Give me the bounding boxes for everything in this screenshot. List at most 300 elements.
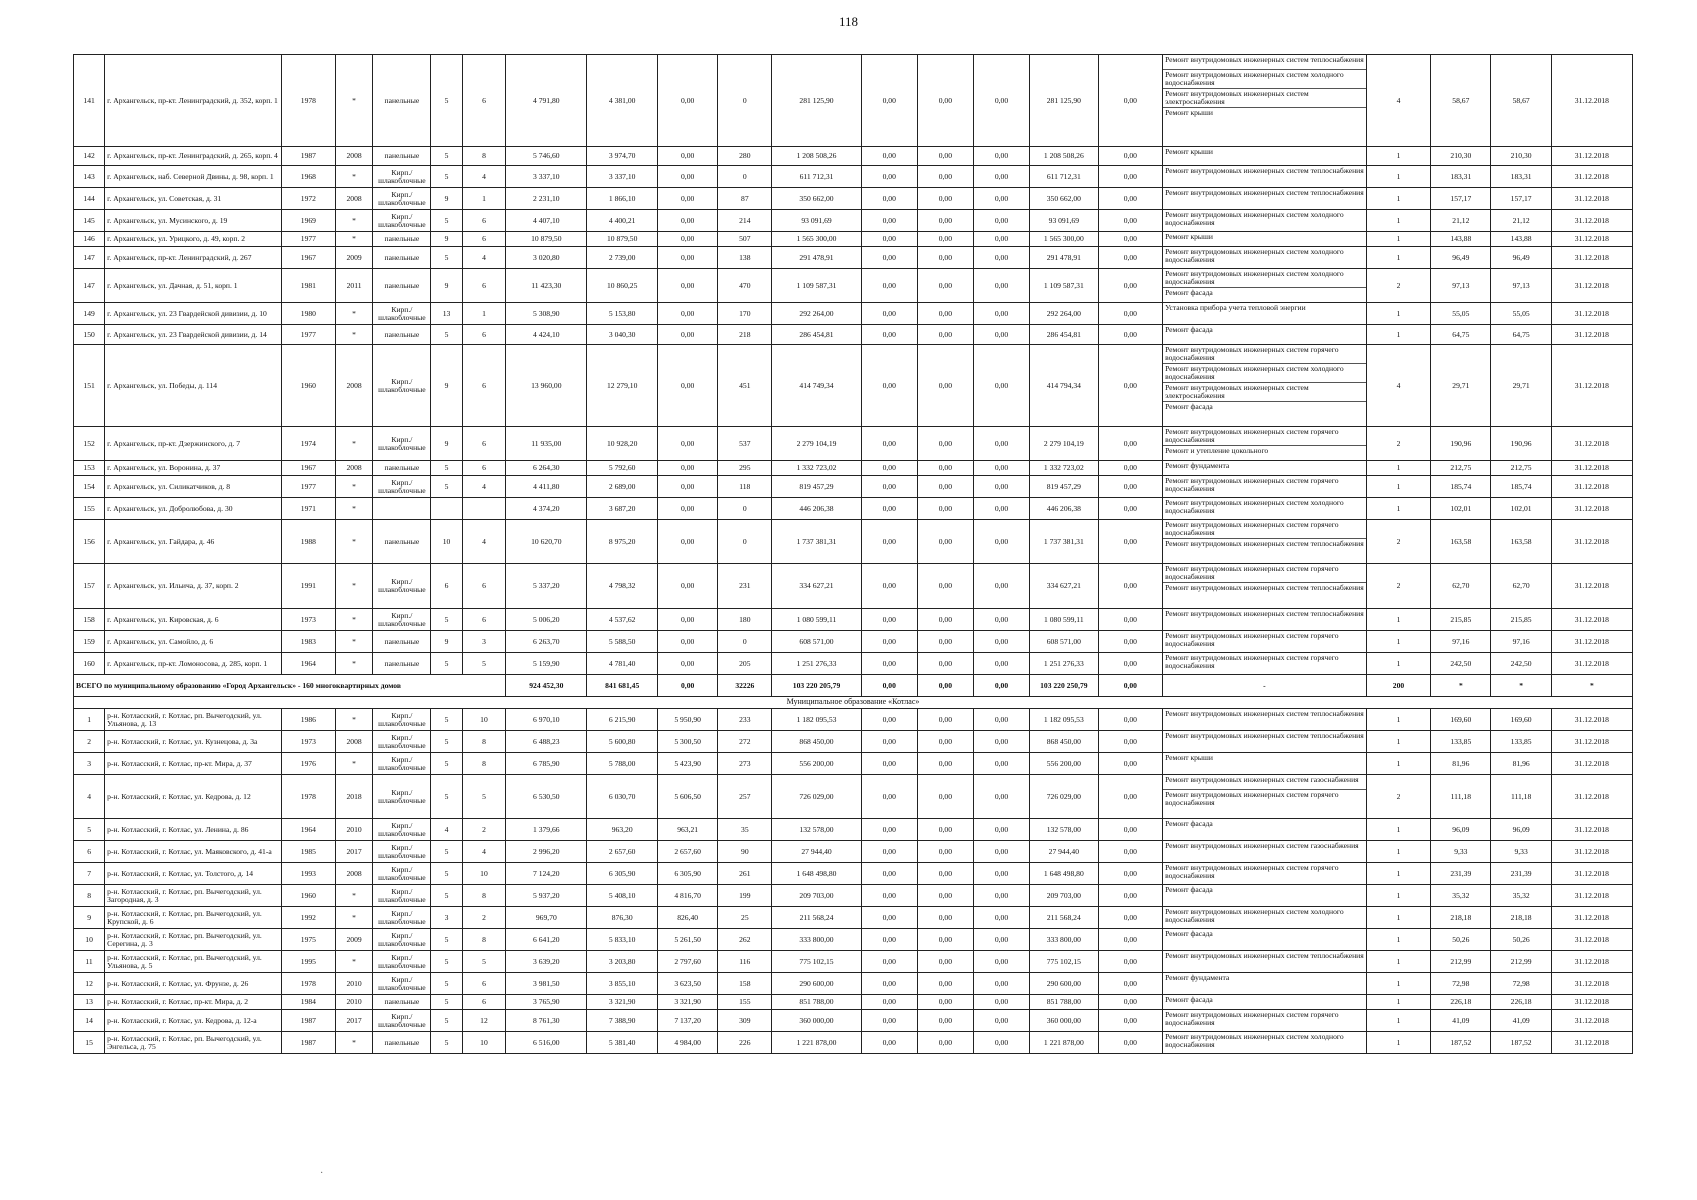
- unit-cost-cell: 218,18: [1431, 907, 1491, 929]
- entrances-cell: 6: [462, 210, 506, 232]
- local-budget-cell: 0,00: [973, 210, 1029, 232]
- regional-budget-cell: 0,00: [917, 498, 973, 520]
- work-count-cell: 4: [1366, 55, 1430, 147]
- premises-area-cell: 2 689,00: [587, 476, 658, 498]
- regional-budget-cell: 0,00: [917, 885, 973, 907]
- entrances-cell: 4: [462, 841, 506, 863]
- last-repair-year-cell: 2008: [335, 188, 372, 210]
- premises-area-cell: 10 928,20: [587, 427, 658, 461]
- local-budget-cell: 0,00: [973, 731, 1029, 753]
- unit-cost-limit-cell: 21,12: [1491, 210, 1551, 232]
- fund-share-cell: 0,00: [861, 995, 917, 1010]
- row-number-cell: 146: [74, 232, 105, 247]
- last-repair-year-cell: *: [335, 951, 372, 973]
- row-number-cell: 149: [74, 303, 105, 325]
- residential-area-cell: 963,21: [658, 819, 718, 841]
- entrances-cell: 2: [462, 907, 506, 929]
- owners-funds-cell: 446 206,38: [1030, 498, 1099, 520]
- owners-funds-cell: 93 091,69: [1030, 210, 1099, 232]
- total-regional: 0,00: [917, 675, 973, 697]
- owners-funds-cell: 611 712,31: [1030, 166, 1099, 188]
- completion-date-cell: 31.12.2018: [1551, 188, 1632, 210]
- unit-cost-limit-cell: 35,32: [1491, 885, 1551, 907]
- repair-cost-cell: 1 251 276,33: [772, 653, 861, 675]
- premises-area-cell: 4 781,40: [587, 653, 658, 675]
- residential-area-cell: 4 984,00: [658, 1032, 718, 1054]
- unit-cost-limit-cell: 9,33: [1491, 841, 1551, 863]
- row-number-cell: 7: [74, 863, 105, 885]
- owners-funds-cell: 868 450,00: [1030, 731, 1099, 753]
- other-funds-cell: 0,00: [1098, 520, 1162, 564]
- wall-material-cell: Кирп./шлакоблочные: [373, 819, 431, 841]
- owners-funds-cell: 1 109 587,31: [1030, 269, 1099, 303]
- build-year-cell: 1964: [281, 653, 335, 675]
- address-cell: г. Архангельск, пр-кт. Ломоносова, д. 285, корп. 1: [105, 653, 282, 675]
- work-count-cell: 1: [1366, 609, 1430, 631]
- residential-area-cell: 6 305,90: [658, 863, 718, 885]
- residential-area-cell: 0,00: [658, 269, 718, 303]
- other-funds-cell: 0,00: [1098, 188, 1162, 210]
- repair-cost-cell: 333 800,00: [772, 929, 861, 951]
- owners-funds-cell: 333 800,00: [1030, 929, 1099, 951]
- premises-area-cell: 3 040,30: [587, 325, 658, 345]
- work-item: Ремонт фундамента: [1165, 973, 1230, 982]
- last-repair-year-cell: *: [335, 609, 372, 631]
- floors-cell: [431, 498, 462, 520]
- work-item: Ремонт внутридомовых инженерных систем газоснабжения: [1165, 841, 1359, 850]
- address-cell: р-н. Котласский, г. Котлас, пр-кт. Мира, д. 37: [105, 753, 282, 775]
- wall-material-cell: Кирп./шлакоблочные: [373, 476, 431, 498]
- unit-cost-cell: 187,52: [1431, 1032, 1491, 1054]
- floors-cell: 5: [431, 863, 462, 885]
- work-item: Ремонт внутридомовых инженерных систем горячего водоснабжения: [1165, 863, 1339, 880]
- wall-material-cell: Кирп./шлакоблочные: [373, 841, 431, 863]
- address-cell: р-н. Котласский, г. Котлас, пр-кт. Мира, д. 2: [105, 995, 282, 1010]
- premises-area-cell: 4 537,62: [587, 609, 658, 631]
- other-funds-cell: 0,00: [1098, 232, 1162, 247]
- table-row: [74, 995, 1633, 1010]
- address-cell: р-н. Котласский, г. Котлас, ул. Ленина, д. 86: [105, 819, 282, 841]
- local-budget-cell: 0,00: [973, 147, 1029, 166]
- unit-cost-cell: 62,70: [1431, 564, 1491, 609]
- residential-area-cell: 5 606,50: [658, 775, 718, 819]
- row-number-cell: 15: [74, 1032, 105, 1054]
- repair-cost-cell: 93 091,69: [772, 210, 861, 232]
- other-funds-cell: 0,00: [1098, 55, 1162, 147]
- completion-date-cell: 31.12.2018: [1551, 247, 1632, 269]
- wall-material-cell: Кирп./шлакоблочные: [373, 907, 431, 929]
- completion-date-cell: 31.12.2018: [1551, 427, 1632, 461]
- table-row: [74, 520, 1633, 564]
- row-number-cell: 160: [74, 653, 105, 675]
- last-repair-year-cell: 2009: [335, 929, 372, 951]
- work-count-cell: 2: [1366, 564, 1430, 609]
- unit-cost-cell: 242,50: [1431, 653, 1491, 675]
- unit-cost-cell: 231,39: [1431, 863, 1491, 885]
- section-row: [74, 697, 1633, 709]
- floors-cell: 5: [431, 885, 462, 907]
- build-year-cell: 1974: [281, 427, 335, 461]
- work-item: Ремонт внутридомовых инженерных систем холодного водоснабжения: [1165, 907, 1344, 924]
- fund-share-cell: 0,00: [861, 166, 917, 188]
- entrances-cell: 4: [462, 520, 506, 564]
- row-number-cell: 5: [74, 819, 105, 841]
- work-item: Ремонт и утепление цокольного: [1165, 445, 1269, 455]
- work-item: Ремонт внутридомовых инженерных систем горячего водоснабжения: [1163, 345, 1366, 364]
- work-count-cell: 1: [1366, 476, 1430, 498]
- completion-date-cell: 31.12.2018: [1551, 564, 1632, 609]
- other-funds-cell: 0,00: [1098, 753, 1162, 775]
- unit-cost-limit-cell: 169,60: [1491, 709, 1551, 731]
- last-repair-year-cell: *: [335, 907, 372, 929]
- floors-cell: 5: [431, 929, 462, 951]
- work-item: Ремонт внутридомовых инженерных систем газоснабжения: [1163, 775, 1366, 790]
- last-repair-year-cell: 2010: [335, 973, 372, 995]
- owners-funds-cell: 608 571,00: [1030, 631, 1099, 653]
- residential-area-cell: 0,00: [658, 345, 718, 427]
- work-item: Ремонт внутридомовых инженерных систем теплоснабжения: [1165, 166, 1364, 175]
- entrances-cell: 6: [462, 345, 506, 427]
- residential-area-cell: 0,00: [658, 232, 718, 247]
- build-year-cell: 1986: [281, 709, 335, 731]
- residents-cell: 226: [718, 1032, 772, 1054]
- premises-area-cell: 8 975,20: [587, 520, 658, 564]
- unit-cost-cell: 183,31: [1431, 166, 1491, 188]
- unit-cost-limit-cell: 210,30: [1491, 147, 1551, 166]
- work-count-cell: 1: [1366, 907, 1430, 929]
- entrances-cell: 8: [462, 753, 506, 775]
- residential-area-cell: 0,00: [658, 147, 718, 166]
- completion-date-cell: 31.12.2018: [1551, 476, 1632, 498]
- residents-cell: 0: [718, 166, 772, 188]
- local-budget-cell: 0,00: [973, 303, 1029, 325]
- address-cell: г. Архангельск, ул. Добролюбова, д. 30: [105, 498, 282, 520]
- address-cell: г. Архангельск, ул. Ильича, д. 37, корп. 2: [105, 564, 282, 609]
- unit-cost-cell: 96,49: [1431, 247, 1491, 269]
- total-area-cell: 6 263,70: [506, 631, 587, 653]
- repair-cost-cell: 286 454,81: [772, 325, 861, 345]
- total-area-cell: 2 996,20: [506, 841, 587, 863]
- last-repair-year-cell: 2017: [335, 841, 372, 863]
- total-area-cell: 3 337,10: [506, 166, 587, 188]
- entrances-cell: 1: [462, 188, 506, 210]
- build-year-cell: 1968: [281, 166, 335, 188]
- other-funds-cell: 0,00: [1098, 775, 1162, 819]
- total-area-cell: 13 960,00: [506, 345, 587, 427]
- premises-area-cell: 3 855,10: [587, 973, 658, 995]
- fund-share-cell: 0,00: [861, 427, 917, 461]
- floors-cell: 5: [431, 325, 462, 345]
- other-funds-cell: 0,00: [1098, 325, 1162, 345]
- works-cell: [1163, 609, 1367, 631]
- last-repair-year-cell: 2008: [335, 345, 372, 427]
- unit-cost-cell: 29,71: [1431, 345, 1491, 427]
- entrances-cell: 6: [462, 609, 506, 631]
- wall-material-cell: Кирп./шлакоблочные: [373, 1010, 431, 1032]
- work-count-cell: 1: [1366, 247, 1430, 269]
- unit-cost-limit-cell: 96,49: [1491, 247, 1551, 269]
- wall-material-cell: Кирп./шлакоблочные: [373, 951, 431, 973]
- residents-cell: 218: [718, 325, 772, 345]
- row-number-cell: 147: [74, 247, 105, 269]
- total-area-cell: 6 488,23: [506, 731, 587, 753]
- owners-funds-cell: 1 221 878,00: [1030, 1032, 1099, 1054]
- floors-cell: 9: [431, 232, 462, 247]
- unit-cost-cell: 96,09: [1431, 819, 1491, 841]
- unit-cost-cell: 9,33: [1431, 841, 1491, 863]
- wall-material-cell: панельные: [373, 653, 431, 675]
- regional-budget-cell: 0,00: [917, 564, 973, 609]
- wall-material-cell: панельные: [373, 269, 431, 303]
- fund-share-cell: 0,00: [861, 147, 917, 166]
- works-cell: [1163, 709, 1367, 731]
- unit-cost-cell: 35,32: [1431, 885, 1491, 907]
- last-repair-year-cell: 2008: [335, 863, 372, 885]
- build-year-cell: 1987: [281, 147, 335, 166]
- work-item: Ремонт внутридомовых инженерных систем холодного водоснабжения: [1163, 269, 1366, 288]
- local-budget-cell: 0,00: [973, 247, 1029, 269]
- wall-material-cell: Кирп./шлакоблочные: [373, 427, 431, 461]
- work-item: Ремонт внутридомовых инженерных систем холодного водоснабжения: [1163, 70, 1366, 89]
- floors-cell: 5: [431, 1010, 462, 1032]
- completion-date-cell: 31.12.2018: [1551, 461, 1632, 476]
- work-count-cell: 1: [1366, 188, 1430, 210]
- other-funds-cell: 0,00: [1098, 907, 1162, 929]
- residential-area-cell: 3 321,90: [658, 995, 718, 1010]
- other-funds-cell: 0,00: [1098, 564, 1162, 609]
- total-area-cell: 3 020,80: [506, 247, 587, 269]
- owners-funds-cell: 350 662,00: [1030, 188, 1099, 210]
- build-year-cell: 1976: [281, 753, 335, 775]
- residents-cell: 0: [718, 520, 772, 564]
- fund-share-cell: 0,00: [861, 731, 917, 753]
- total-residents: 32226: [718, 675, 772, 697]
- other-funds-cell: 0,00: [1098, 731, 1162, 753]
- floors-cell: 4: [431, 819, 462, 841]
- build-year-cell: 1995: [281, 951, 335, 973]
- completion-date-cell: 31.12.2018: [1551, 232, 1632, 247]
- unit-cost-limit-cell: 50,26: [1491, 929, 1551, 951]
- unit-cost-cell: 169,60: [1431, 709, 1491, 731]
- build-year-cell: 1978: [281, 55, 335, 147]
- unit-cost-limit-cell: 41,09: [1491, 1010, 1551, 1032]
- table-row: [74, 885, 1633, 907]
- last-repair-year-cell: *: [335, 166, 372, 188]
- completion-date-cell: 31.12.2018: [1551, 1010, 1632, 1032]
- wall-material-cell: панельные: [373, 55, 431, 147]
- unit-cost-cell: 41,09: [1431, 1010, 1491, 1032]
- unit-cost-limit-cell: 212,99: [1491, 951, 1551, 973]
- last-repair-year-cell: 2011: [335, 269, 372, 303]
- last-repair-year-cell: *: [335, 753, 372, 775]
- last-repair-year-cell: *: [335, 232, 372, 247]
- residential-area-cell: 5 950,90: [658, 709, 718, 731]
- work-item: Ремонт внутридомовых инженерных систем горячего водоснабжения: [1165, 631, 1339, 648]
- completion-date-cell: 31.12.2018: [1551, 709, 1632, 731]
- unit-cost-cell: 185,74: [1431, 476, 1491, 498]
- local-budget-cell: 0,00: [973, 973, 1029, 995]
- regional-budget-cell: 0,00: [917, 269, 973, 303]
- unit-cost-cell: 143,88: [1431, 232, 1491, 247]
- local-budget-cell: 0,00: [973, 753, 1029, 775]
- work-item: Ремонт внутридомовых инженерных систем теплоснабжения: [1165, 731, 1364, 740]
- completion-date-cell: 31.12.2018: [1551, 653, 1632, 675]
- residential-area-cell: 3 623,50: [658, 973, 718, 995]
- other-funds-cell: 0,00: [1098, 631, 1162, 653]
- address-cell: г. Архангельск, ул. 23 Гвардейской дивизии, д. 10: [105, 303, 282, 325]
- regional-budget-cell: 0,00: [917, 709, 973, 731]
- address-cell: г. Архангельск, ул. Победы, д. 114: [105, 345, 282, 427]
- residential-area-cell: 0,00: [658, 609, 718, 631]
- local-budget-cell: 0,00: [973, 907, 1029, 929]
- total-area-cell: 1 379,66: [506, 819, 587, 841]
- owners-funds-cell: 1 251 276,33: [1030, 653, 1099, 675]
- repair-cost-cell: 292 264,00: [772, 303, 861, 325]
- build-year-cell: 1973: [281, 731, 335, 753]
- last-repair-year-cell: 2008: [335, 731, 372, 753]
- floors-cell: 5: [431, 995, 462, 1010]
- repair-cost-cell: 1 221 878,00: [772, 1032, 861, 1054]
- unit-cost-cell: 190,96: [1431, 427, 1491, 461]
- other-funds-cell: 0,00: [1098, 269, 1162, 303]
- residents-cell: 214: [718, 210, 772, 232]
- other-funds-cell: 0,00: [1098, 498, 1162, 520]
- wall-material-cell: панельные: [373, 1032, 431, 1054]
- regional-budget-cell: 0,00: [917, 907, 973, 929]
- fund-share-cell: 0,00: [861, 55, 917, 147]
- last-repair-year-cell: *: [335, 631, 372, 653]
- total-owners: 103 220 250,79: [1030, 675, 1099, 697]
- entrances-cell: 5: [462, 653, 506, 675]
- entrances-cell: 6: [462, 564, 506, 609]
- residential-area-cell: 0,00: [658, 210, 718, 232]
- local-budget-cell: 0,00: [973, 269, 1029, 303]
- work-count-cell: 4: [1366, 345, 1430, 427]
- work-item: Ремонт внутридомовых инженерных систем электроснабжения: [1163, 89, 1366, 108]
- other-funds-cell: 0,00: [1098, 973, 1162, 995]
- last-repair-year-cell: *: [335, 427, 372, 461]
- work-item: Ремонт внутридомовых инженерных систем теплоснабжения: [1165, 609, 1364, 618]
- other-funds-cell: 0,00: [1098, 995, 1162, 1010]
- completion-date-cell: 31.12.2018: [1551, 973, 1632, 995]
- residential-area-cell: 2 797,60: [658, 951, 718, 973]
- repair-cost-cell: 556 200,00: [772, 753, 861, 775]
- local-budget-cell: 0,00: [973, 863, 1029, 885]
- works-cell: [1163, 973, 1367, 995]
- premises-area-cell: 1 866,10: [587, 188, 658, 210]
- residents-cell: 25: [718, 907, 772, 929]
- work-count-cell: 1: [1366, 841, 1430, 863]
- fund-share-cell: 0,00: [861, 498, 917, 520]
- unit-cost-cell: 215,85: [1431, 609, 1491, 631]
- completion-date-cell: 31.12.2018: [1551, 819, 1632, 841]
- table-row: [74, 476, 1633, 498]
- regional-budget-cell: 0,00: [917, 995, 973, 1010]
- wall-material-cell: панельные: [373, 520, 431, 564]
- last-repair-year-cell: *: [335, 498, 372, 520]
- address-cell: г. Архангельск, пр-кт. Ленинградский, д. 267: [105, 247, 282, 269]
- work-item: Ремонт внутридомовых инженерных систем горячего водоснабжения: [1163, 564, 1366, 583]
- table-body-total: [74, 675, 1633, 709]
- repair-cost-cell: 775 102,15: [772, 951, 861, 973]
- unit-cost-cell: 133,85: [1431, 731, 1491, 753]
- table-row: [74, 819, 1633, 841]
- table-row: [74, 609, 1633, 631]
- repair-cost-cell: 1 208 508,26: [772, 147, 861, 166]
- residential-area-cell: 0,00: [658, 498, 718, 520]
- entrances-cell: 10: [462, 1032, 506, 1054]
- fund-share-cell: 0,00: [861, 1010, 917, 1032]
- floors-cell: 5: [431, 709, 462, 731]
- premises-area-cell: 7 388,90: [587, 1010, 658, 1032]
- unit-cost-limit-cell: 163,58: [1491, 520, 1551, 564]
- local-budget-cell: 0,00: [973, 653, 1029, 675]
- regional-budget-cell: 0,00: [917, 609, 973, 631]
- work-count-cell: 1: [1366, 929, 1430, 951]
- table-row: [74, 731, 1633, 753]
- work-count-cell: 2: [1366, 269, 1430, 303]
- build-year-cell: 1960: [281, 885, 335, 907]
- regional-budget-cell: 0,00: [917, 247, 973, 269]
- total-area-premises: 841 681,45: [587, 675, 658, 697]
- entrances-cell: 6: [462, 232, 506, 247]
- regional-budget-cell: 0,00: [917, 210, 973, 232]
- owners-funds-cell: 775 102,15: [1030, 951, 1099, 973]
- scan-mark: ·: [320, 1168, 324, 1179]
- total-area-cell: 6 530,50: [506, 775, 587, 819]
- local-budget-cell: 0,00: [973, 476, 1029, 498]
- unit-cost-limit-cell: 55,05: [1491, 303, 1551, 325]
- works-cell: [1163, 166, 1367, 188]
- unit-cost-limit-cell: 157,17: [1491, 188, 1551, 210]
- residents-cell: 155: [718, 995, 772, 1010]
- build-year-cell: 1992: [281, 907, 335, 929]
- wall-material-cell: панельные: [373, 232, 431, 247]
- local-budget-cell: 0,00: [973, 609, 1029, 631]
- table-row: [74, 653, 1633, 675]
- premises-area-cell: 3 321,90: [587, 995, 658, 1010]
- other-funds-cell: 0,00: [1098, 863, 1162, 885]
- total-unit-limit: *: [1491, 675, 1551, 697]
- build-year-cell: 1975: [281, 929, 335, 951]
- address-cell: г. Архангельск, ул. Дачная, д. 51, корп. 1: [105, 269, 282, 303]
- unit-cost-limit-cell: 215,85: [1491, 609, 1551, 631]
- completion-date-cell: 31.12.2018: [1551, 841, 1632, 863]
- address-cell: р-н. Котласский, г. Котлас, рп. Вычегодский, ул. Серегина, д. 3: [105, 929, 282, 951]
- owners-funds-cell: 360 000,00: [1030, 1010, 1099, 1032]
- row-number-cell: 141: [74, 55, 105, 147]
- wall-material-cell: панельные: [373, 631, 431, 653]
- residents-cell: 309: [718, 1010, 772, 1032]
- local-budget-cell: 0,00: [973, 232, 1029, 247]
- works-cell: [1163, 147, 1367, 166]
- regional-budget-cell: 0,00: [917, 1010, 973, 1032]
- work-count-cell: 1: [1366, 325, 1430, 345]
- floors-cell: 9: [431, 631, 462, 653]
- address-cell: г. Архангельск, ул. Гайдара, д. 46: [105, 520, 282, 564]
- unit-cost-limit-cell: 226,18: [1491, 995, 1551, 1010]
- repair-cost-cell: 726 029,00: [772, 775, 861, 819]
- total-unit-cost: *: [1431, 675, 1491, 697]
- total-area-cell: 6 641,20: [506, 929, 587, 951]
- local-budget-cell: 0,00: [973, 709, 1029, 731]
- total-area-cell: 4 407,10: [506, 210, 587, 232]
- works-cell: [1163, 731, 1367, 753]
- residents-cell: 507: [718, 232, 772, 247]
- build-year-cell: 1980: [281, 303, 335, 325]
- residents-cell: 35: [718, 819, 772, 841]
- build-year-cell: 1991: [281, 564, 335, 609]
